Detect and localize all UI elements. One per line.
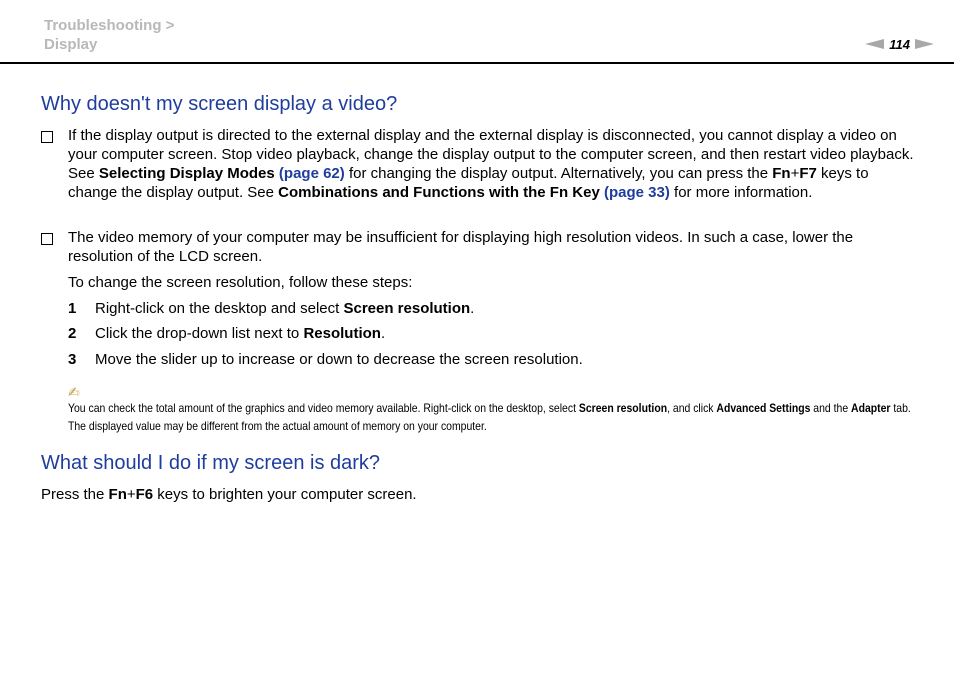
page-33-link[interactable]: (page 33) <box>604 184 670 201</box>
step-number: 1 <box>68 300 77 317</box>
page-62-link[interactable]: (page 62) <box>278 165 345 182</box>
step-2-text: Click the drop-down list next to Resolution. <box>95 325 386 342</box>
section-title-dark-screen: What should I do if my screen is dark? <box>41 452 381 474</box>
breadcrumb-current: Display <box>44 36 98 53</box>
breadcrumb-parent[interactable]: Troubleshooting > <box>44 17 175 34</box>
step-3-text: Move the slider up to increase or down to decrease the screen resolution. <box>95 351 583 368</box>
step-number: 3 <box>68 351 77 368</box>
steps-intro: To change the screen resolution, follow these steps: <box>68 274 413 291</box>
header-divider <box>0 62 954 64</box>
bullet-checkbox-icon <box>41 131 53 143</box>
page-navigator <box>865 36 934 52</box>
dark-screen-paragraph: Press the Fn+F6 keys to brighten your computer screen. <box>41 486 417 503</box>
bullet-paragraph-2: The video memory of your computer may be insufficient for displaying high resolution videos. In such a case, lower the resolution of the LCD screen. <box>68 229 854 265</box>
bullet-paragraph-1: If the display output is directed to the external display and the external display is disconnected, you cannot display a video on your computer screen. Stop video playback, change the display output to the computer screen, and then restart video playback. See Selecting Display Modes (page 62) for changing the display output. Alternatively, you can press the Fn+F7 keys to change the display output. See Combinations and Functions with the Fn Key (page 33) for more information. <box>68 127 914 201</box>
page-number: 114 <box>889 36 910 52</box>
next-page-arrow-icon[interactable] <box>915 39 934 49</box>
previous-page-arrow-icon[interactable] <box>865 39 884 49</box>
note-pencil-icon: ✍ <box>68 384 80 400</box>
step-1-text: Right-click on the desktop and select Screen resolution. <box>95 300 475 317</box>
step-number: 2 <box>68 325 77 342</box>
note-text: You can check the total amount of the graphics and video memory available. Right-click on the desktop, select Screen resolution, and click Advanced Settings and the Adapter tab. The displayed value may be different from the actual amount of memory on your computer. <box>68 401 911 433</box>
breadcrumb <box>44 16 174 54</box>
section-title-video: Why doesn't my screen display a video? <box>41 93 398 115</box>
bullet-checkbox-icon <box>41 233 53 245</box>
